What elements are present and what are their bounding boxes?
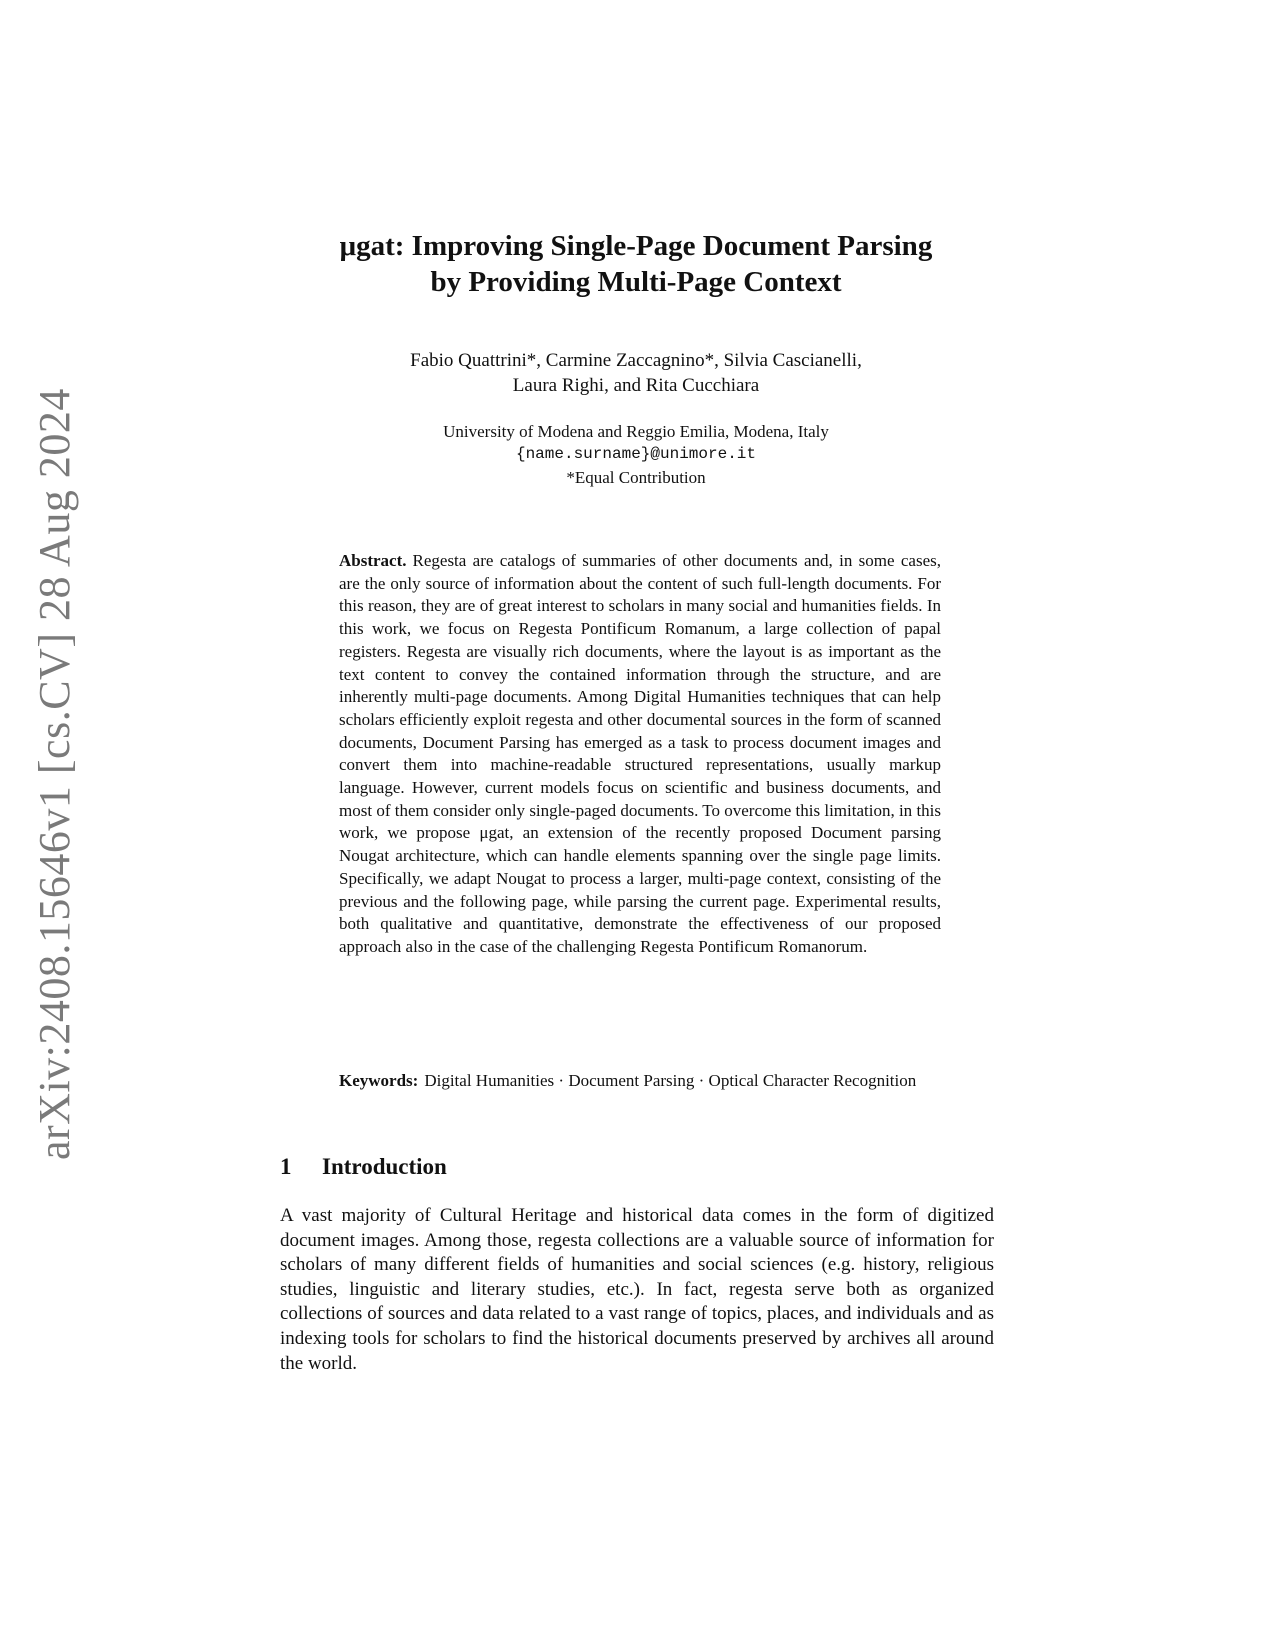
abstract bbox=[339, 550, 941, 959]
paper-title-line-2: by Providing Multi-Page Context bbox=[430, 266, 842, 298]
section-number: 1 bbox=[280, 1154, 292, 1179]
institution: University of Modena and Reggio Emilia, Modena, Italy bbox=[443, 422, 829, 441]
introduction-paragraph: A vast majority of Cultural Heritage and historical data comes in the form of digitized document images. Among those, regesta collections are a valuable source of information for scholars of many different fields of humanities and social sciences (e.g. history, religious studies, linguistic and literary studies, etc.). In fact, regesta serve both as organized collections of sources and data related to a vast range of topics, places, and individuals and as indexing tools for scholars to find the historical documents preserved by archives all around the world. bbox=[280, 1205, 994, 1374]
keywords-label: Keywords: bbox=[339, 1071, 419, 1090]
abstract-text: Regesta are catalogs of summaries of other documents and, in some cases, are the only source of information about the content of such full-length documents. For this reason, they are of great interest to scholars in many social and humanities fields. In this work, we focus on Regesta Pontificum Romanum, a large collection of papal registers. Regesta are visually rich documents, where the layout is as important as the text content to convey the contained information through the structure, and are inherently multi-page documents. Among Digital Humanities techniques that can help scholars efficiently exploit regesta and other documental sources in the form of scanned documents, Document Parsing has emerged as a task to process document images and convert them into machine-readable structured representations, usually markup language. However, current models focus on scientific and business documents, and most of them consider only single-paged documents. To overcome this limitation, in this work, we propose μgat, an extension of the recently proposed Document parsing Nougat architecture, which can handle elements spanning over the single page limits. Specifically, we adapt Nougat to process a larger, multi-page context, consisting of the previous and the following page, while parsing the current page. Experimental results, both qualitative and quantitative, demonstrate the effectiveness of our proposed approach also in the case of the challenging Regesta Pontificum Romanorum. bbox=[339, 551, 941, 956]
paper-title-line-1: μgat: Improving Single-Page Document Parsing bbox=[339, 230, 933, 262]
author-list-line-2: Laura Righi, and Rita Cucchiara bbox=[512, 375, 760, 396]
section-heading-introduction bbox=[280, 1152, 992, 1182]
section-title: Introduction bbox=[322, 1154, 447, 1179]
paper-title bbox=[280, 228, 992, 300]
equal-contribution-note: *Equal Contribution bbox=[566, 468, 706, 487]
author-list bbox=[280, 348, 992, 398]
affiliation-block bbox=[280, 420, 992, 489]
arxiv-identifier-stamp: arXiv:2408.15646v1 [cs.CV] 28 Aug 2024 bbox=[30, 388, 79, 1160]
abstract-label: Abstract. bbox=[339, 551, 407, 570]
author-list-line-1: Fabio Quattrini*, Carmine Zaccagnino*, Silvia Cascianelli, bbox=[410, 350, 862, 371]
keywords bbox=[339, 1070, 941, 1093]
email-address: {name.surname}@unimore.it bbox=[515, 445, 757, 463]
keywords-text: Digital Humanities · Document Parsing · Optical Character Recognition bbox=[424, 1071, 917, 1090]
